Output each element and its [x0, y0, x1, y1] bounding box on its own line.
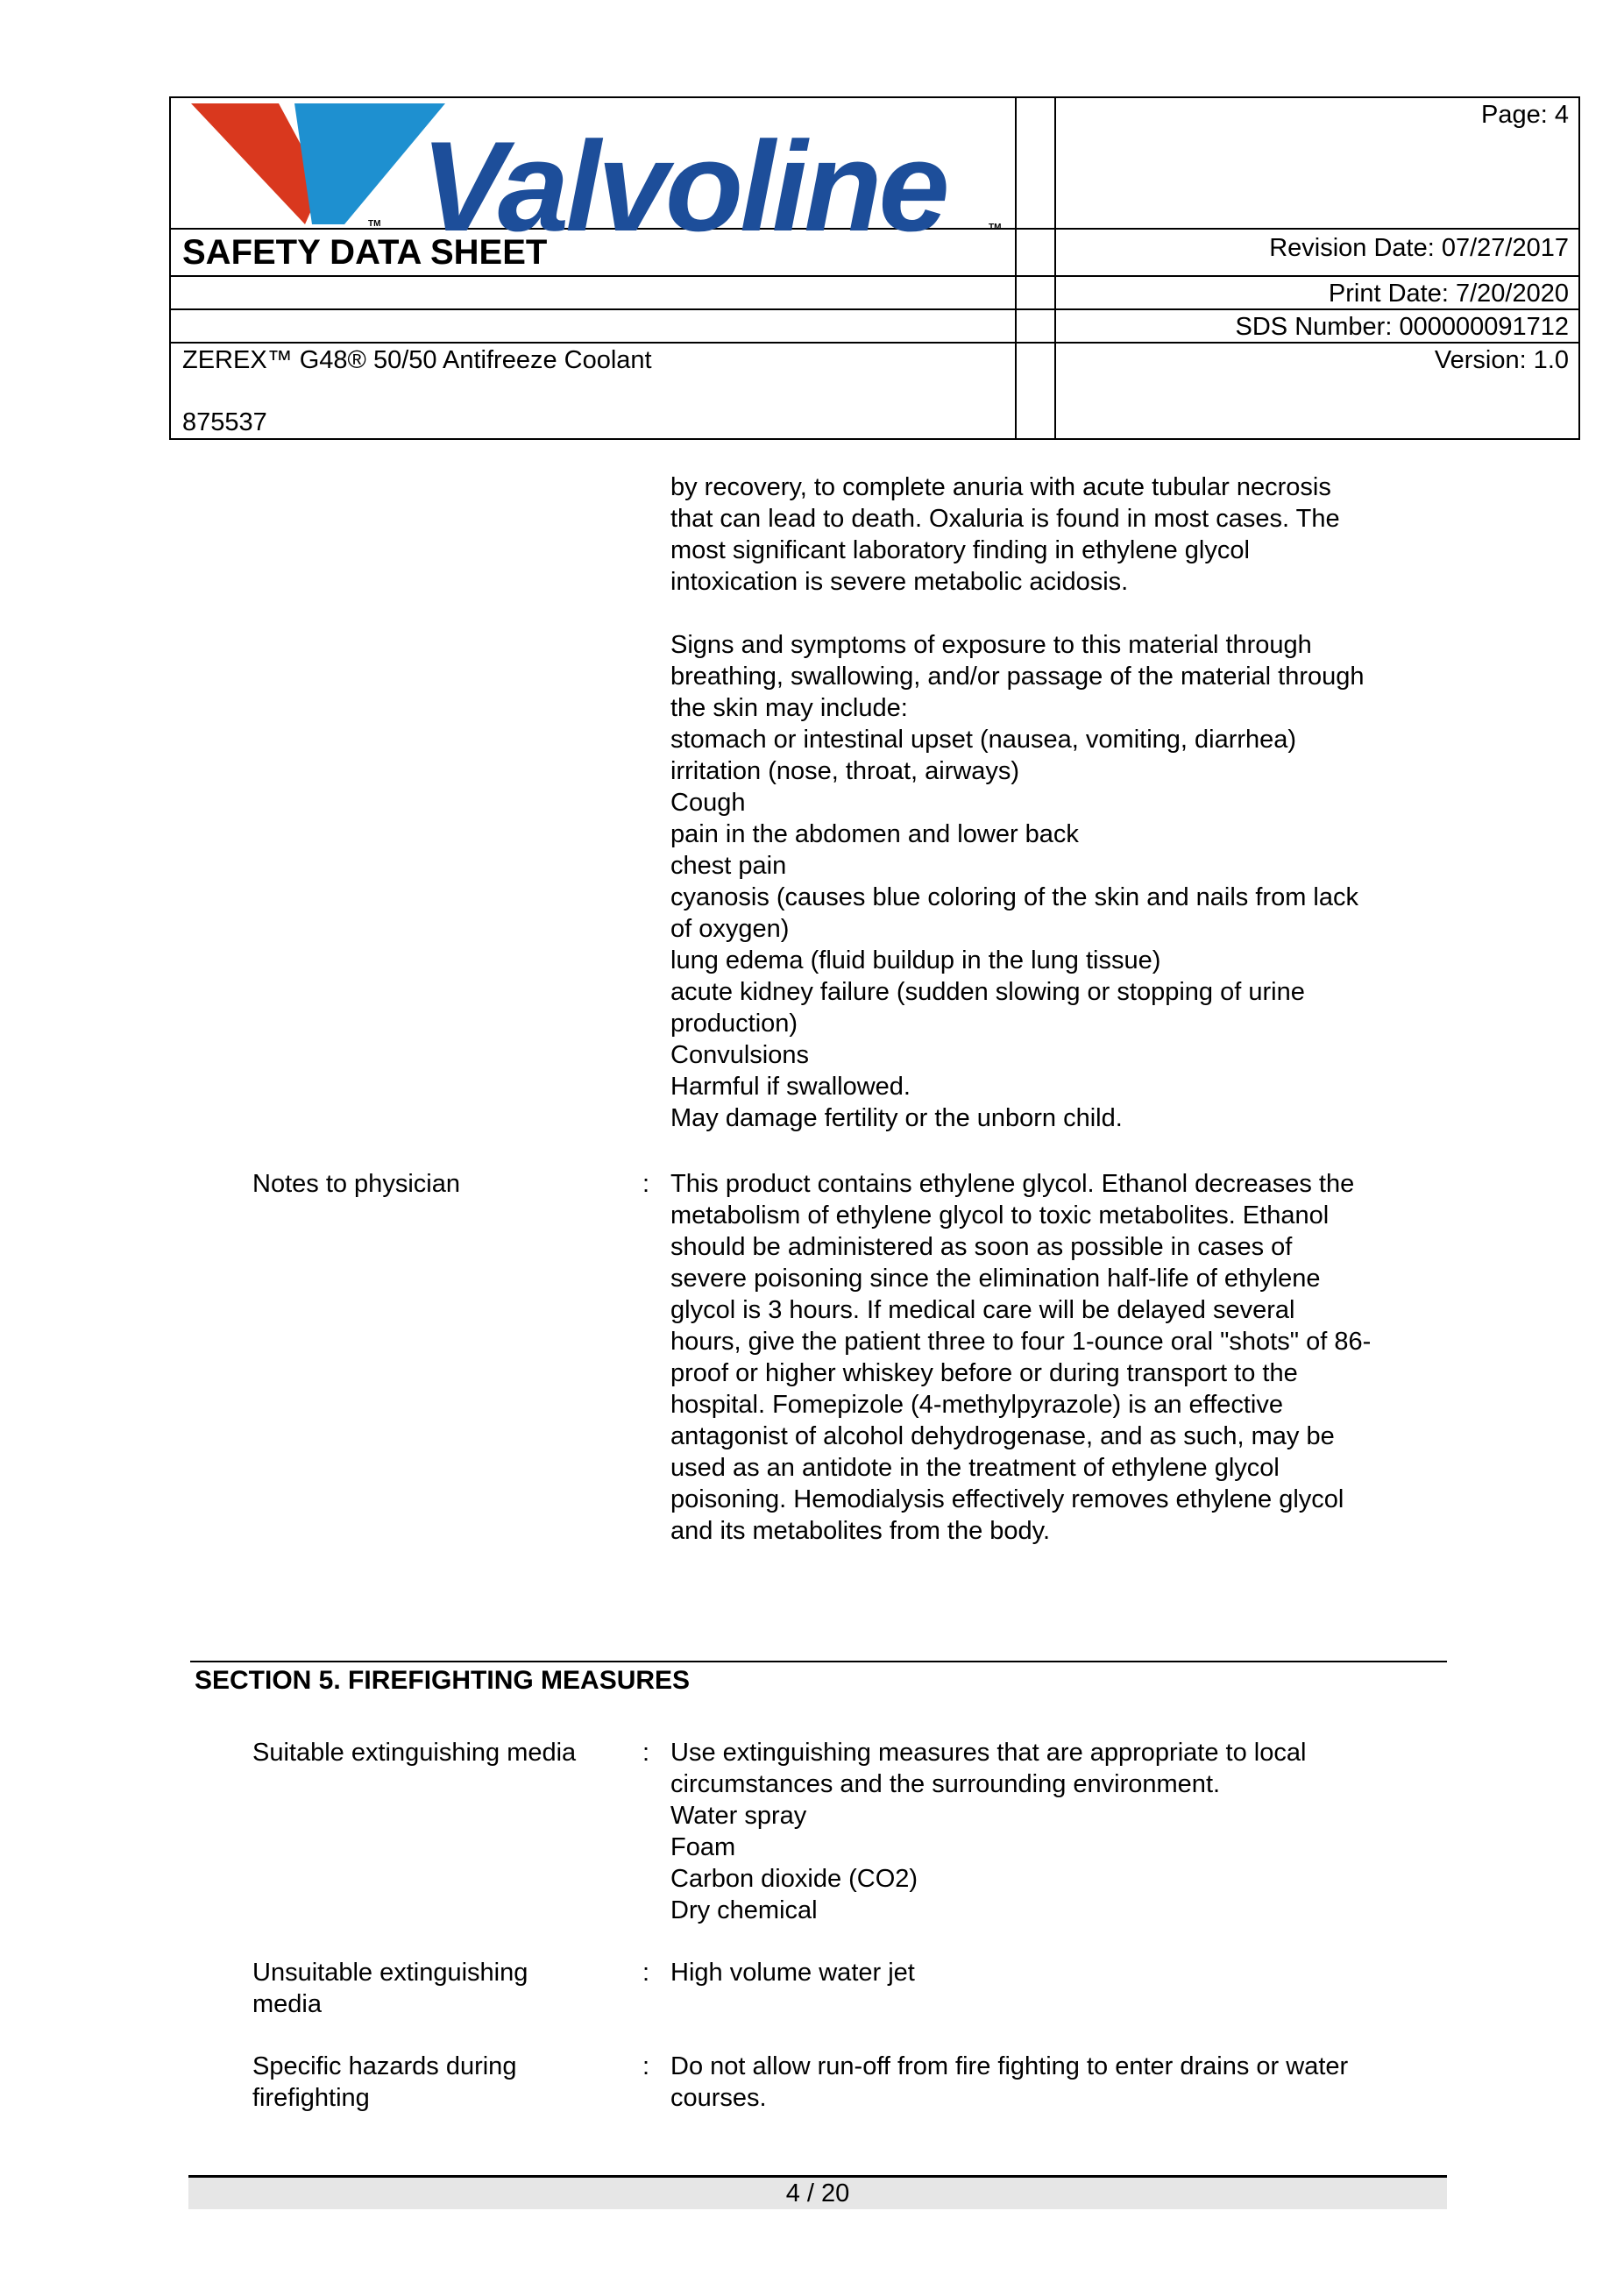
header-rule — [169, 275, 1580, 277]
text-line — [670, 598, 1365, 629]
logo-tm: TM — [989, 223, 1002, 232]
field-colon: : — [642, 1739, 650, 1767]
text-line: Cough — [670, 789, 746, 817]
text-line: Dry chemical — [670, 1896, 818, 1924]
v-emblem-icon — [191, 102, 445, 229]
text-line: and its metabolites from the body. — [670, 1517, 1051, 1545]
header-rule — [169, 308, 1580, 310]
text-line: poisoning. Hemodialysis effectively removes ethylene glycol — [670, 1485, 1344, 1513]
product-name: ZEREX™ G48® 50/50 Antifreeze Coolant — [182, 346, 652, 374]
text-line: used as an antidote in the treatment of ethylene glycol — [670, 1454, 1280, 1482]
text-line: This product contains ethylene glycol. Ethanol decreases the — [670, 1170, 1355, 1198]
page-number: Page: 4 — [1481, 101, 1569, 129]
header-divider — [1015, 96, 1017, 440]
specific-hazards-value — [670, 2051, 1348, 2114]
text-line: production) — [670, 1010, 798, 1038]
text-line: hospital. Fomepizole (4-methylpyrazole) is an effective — [670, 1391, 1284, 1419]
unsuitable-media-value — [670, 1957, 915, 1988]
text-line: proof or higher whiskey before or during transport to the — [670, 1359, 1298, 1387]
text-line: hours, give the patient three to four 1-ounce oral "shots" of 86- — [670, 1328, 1372, 1356]
text-line: chest pain — [670, 852, 787, 880]
text-line: Use extinguishing measures that are appropriate to local — [670, 1739, 1307, 1767]
section-5-title: SECTION 5. FIREFIGHTING MEASURES — [195, 1666, 691, 1695]
page-footer — [188, 2175, 1447, 2209]
text-line: May damage fertility or the unborn child. — [670, 1104, 1123, 1132]
text-line: Do not allow run-off from fire fighting to enter drains or water — [670, 2052, 1349, 2080]
text-line: should be administered as soon as possible in cases of — [670, 1233, 1293, 1261]
field-colon: : — [642, 1959, 650, 1987]
text-line: acute kidney failure (sudden slowing or stopping of urine — [670, 978, 1305, 1006]
text-line: High volume water jet — [670, 1959, 915, 1987]
text-line: severe poisoning since the elimination half-life of ethylene — [670, 1265, 1321, 1293]
text-line: Carbon dioxide (CO2) — [670, 1865, 918, 1893]
logo-tm: TM — [368, 219, 381, 229]
page-counter: 4 / 20 — [785, 2179, 850, 2207]
text-line: the skin may include: — [670, 694, 908, 722]
label-line: Unsuitable extinguishing — [252, 1959, 528, 1987]
text-line: cyanosis (causes blue coloring of the skin and nails from lack — [670, 883, 1358, 911]
header-rule — [169, 342, 1580, 344]
suitable-media-label: Suitable extinguishing media — [252, 1739, 577, 1767]
specific-hazards-label — [252, 2051, 516, 2114]
text-line: irritation (nose, throat, airways) — [670, 757, 1020, 785]
notes-to-physician-label: Notes to physician — [252, 1170, 460, 1198]
text-line: intoxication is severe metabolic acidosis. — [670, 568, 1129, 596]
text-line: most significant laboratory finding in ethylene glycol — [670, 536, 1250, 564]
header-divider — [1054, 96, 1056, 440]
text-line: courses. — [670, 2084, 767, 2112]
text-line: Convulsions — [670, 1041, 809, 1069]
print-date: Print Date: 7/20/2020 — [1328, 280, 1569, 308]
label-line: firefighting — [252, 2084, 370, 2112]
notes-to-physician-value — [670, 1168, 1371, 1547]
logo-wordmark: Valvoline — [421, 115, 947, 258]
text-line: antagonist of alcohol dehydrogenase, and as such, may be — [670, 1422, 1335, 1450]
sds-number: SDS Number: 000000091712 — [1235, 313, 1569, 341]
text-line: circumstances and the surrounding environment. — [670, 1770, 1221, 1798]
text-line: pain in the abdomen and lower back — [670, 820, 1079, 848]
section-divider — [190, 1661, 1447, 1662]
field-colon: : — [642, 2052, 650, 2080]
label-line: media — [252, 1990, 322, 2018]
label-line: Specific hazards during — [252, 2052, 517, 2080]
symptoms-text — [670, 471, 1365, 1134]
text-line: metabolism of ethylene glycol to toxic metabolites. Ethanol — [670, 1201, 1330, 1229]
field-colon: : — [642, 1170, 650, 1198]
text-line: that can lead to death. Oxaluria is found in most cases. The — [670, 505, 1340, 533]
text-line: Foam — [670, 1833, 736, 1861]
text-line: lung edema (fluid buildup in the lung tissue) — [670, 946, 1161, 974]
suitable-media-value — [670, 1737, 1306, 1926]
text-line: breathing, swallowing, and/or passage of the material through — [670, 663, 1365, 691]
text-line: glycol is 3 hours. If medical care will be delayed several — [670, 1296, 1295, 1324]
revision-date: Revision Date: 07/27/2017 — [1269, 234, 1569, 262]
text-line: stomach or intestinal upset (nausea, vomiting, diarrhea) — [670, 726, 1297, 754]
text-line: Harmful if swallowed. — [670, 1073, 911, 1101]
product-code: 875537 — [182, 408, 267, 436]
text-line: by recovery, to complete anuria with acute tubular necrosis — [670, 473, 1331, 501]
doc-title: SAFETY DATA SHEET — [182, 233, 548, 272]
version: Version: 1.0 — [1434, 346, 1569, 374]
text-line: Water spray — [670, 1802, 807, 1830]
text-line: Signs and symptoms of exposure to this material through — [670, 631, 1312, 659]
text-line: of oxygen) — [670, 915, 790, 943]
unsuitable-media-label — [252, 1957, 528, 2020]
